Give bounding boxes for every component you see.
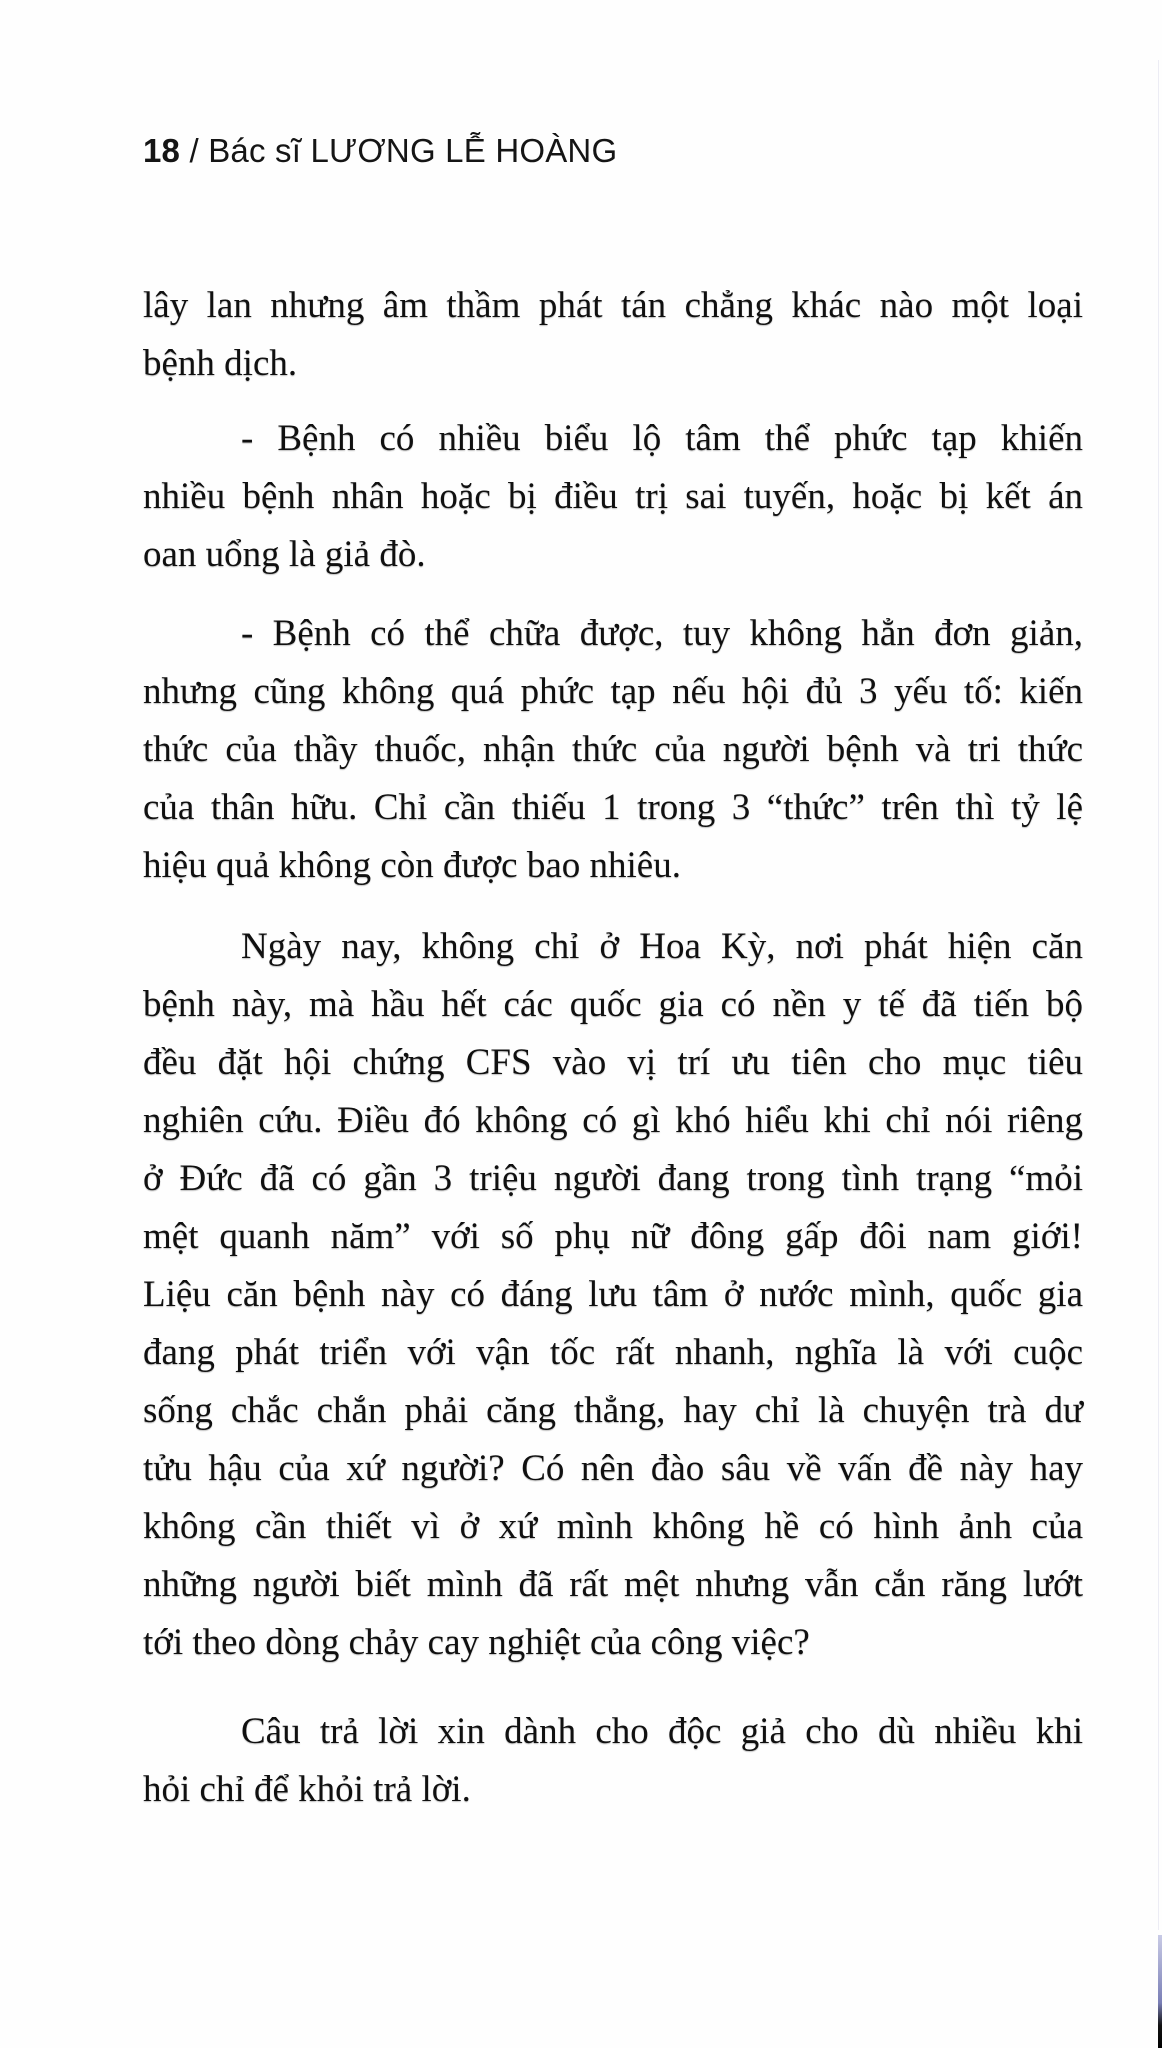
text-line: ở Đức đã có gần 3 triệu người đang trong tình trạng “mỏi <box>143 1158 1083 1199</box>
page-edge-shadow <box>1158 1935 1162 2048</box>
text-line: bệnh này, mà hầu hết các quốc gia có nền y tế đã tiến bộ <box>143 984 1083 1025</box>
author-name: Bác sĩ LƯƠNG LỄ HOÀNG <box>208 132 618 169</box>
text-line: không cần thiết vì ở xứ mình không hề có hình ảnh của <box>143 1506 1083 1547</box>
text-line: - Bệnh có nhiều biểu lộ tâm thể phức tạp khiến <box>241 418 1083 459</box>
text-line: thức của thầy thuốc, nhận thức của người bệnh và tri thức <box>143 729 1083 770</box>
text-line: - Bệnh có thể chữa được, tuy không hẳn đơn giản, <box>241 613 1083 654</box>
page-number: 18 <box>143 132 181 169</box>
text-line: nhưng cũng không quá phức tạp nếu hội đủ 3 yếu tố: kiến <box>143 671 1083 712</box>
text-line: sống chắc chắn phải căng thẳng, hay chỉ là chuyện trà dư <box>143 1390 1083 1431</box>
text-line: tới theo dòng chảy cay nghiệt của công việc? <box>143 1622 810 1663</box>
text-line: Câu trả lời xin dành cho độc giả cho dù nhiều khi <box>241 1711 1083 1752</box>
text-line: đều đặt hội chứng CFS vào vị trí ưu tiên cho mục tiêu <box>143 1042 1083 1083</box>
text-line: tửu hậu của xứ người? Có nên đào sâu về vấn đề này hay <box>143 1448 1083 1489</box>
text-line: oan uổng là giả đò. <box>143 534 426 575</box>
header-separator: / <box>180 132 209 169</box>
text-line: lây lan nhưng âm thầm phát tán chẳng khác nào một loại <box>143 285 1083 326</box>
text-line: bệnh dịch. <box>143 343 298 384</box>
text-line: nhiều bệnh nhân hoặc bị điều trị sai tuyến, hoặc bị kết án <box>143 476 1083 517</box>
text-line: những người biết mình đã rất mệt nhưng vẫn cắn răng lướt <box>143 1564 1083 1605</box>
text-line: Liệu căn bệnh này có đáng lưu tâm ở nước mình, quốc gia <box>143 1274 1083 1315</box>
text-line: mệt quanh năm” với số phụ nữ đông gấp đôi nam giới! <box>143 1216 1083 1257</box>
text-line: hiệu quả không còn được bao nhiêu. <box>143 845 681 886</box>
text-line: của thân hữu. Chỉ cần thiếu 1 trong 3 “thức” trên thì tỷ lệ <box>143 787 1083 828</box>
page-edge-line <box>1158 60 1159 1930</box>
text-line: hỏi chỉ để khỏi trả lời. <box>143 1769 471 1810</box>
text-line: đang phát triển với vận tốc rất nhanh, nghĩa là với cuộc <box>143 1332 1083 1373</box>
running-header <box>143 132 617 170</box>
text-line: nghiên cứu. Điều đó không có gì khó hiểu khi chỉ nói riêng <box>143 1100 1083 1141</box>
text-line: Ngày nay, không chỉ ở Hoa Kỳ, nơi phát hiện căn <box>241 926 1083 967</box>
